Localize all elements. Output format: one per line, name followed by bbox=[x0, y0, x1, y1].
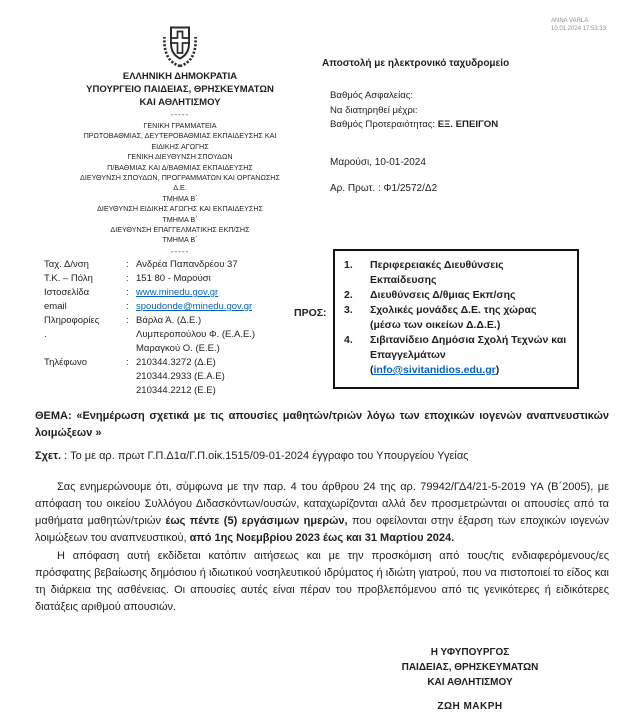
contact-row-email: email : spoudonde@minedu.gov.gr bbox=[44, 301, 253, 312]
contact-row-postal: Τ.Κ. – Πόλη : 151 80 - Μαρούσι bbox=[44, 273, 211, 284]
signer-title-line: ΚΑΙ ΑΘΛΗΤΙΣΜΟΥ bbox=[427, 677, 513, 688]
contact-row-website: Ιστοσελίδα : www.minedu.gov.gr bbox=[44, 287, 219, 298]
contact-row-info-cont: Μαραγκού Ο. (Ε.Ε.) bbox=[136, 343, 220, 354]
department-line: ΤΜΗΜΑ Β΄ bbox=[162, 235, 198, 245]
department-line: ΔΙΕΥΘΥΝΣΗ ΣΠΟΥΔΩΝ, ΠΡΟΓΡΑΜΜΑΤΩΝ ΚΑΙ ΟΡΓΑΝΩΣΗΣ bbox=[80, 173, 280, 183]
signature-stamp bbox=[551, 17, 606, 33]
department-line: ΔΙΕΥΘΥΝΣΗ ΕΠΑΓΓΕΛΜΑΤΙΚΗΣ ΕΚΠ/ΣΗΣ bbox=[110, 225, 250, 235]
subject-line bbox=[35, 408, 609, 442]
dispatch-block bbox=[322, 58, 612, 194]
protocol-number: Αρ. Πρωτ. : Φ1/2572/Δ2 bbox=[330, 182, 438, 194]
department-line: ΕΙΔΙΚΗΣ ΑΓΩΓΗΣ bbox=[151, 141, 209, 151]
subject-label: ΘΕΜΑ: bbox=[35, 410, 72, 422]
signer-title-line: ΠΑΙΔΕΙΑΣ, ΘΡΗΣΚΕΥΜΑΤΩΝ bbox=[401, 662, 539, 673]
recipient-item: 4. Σιβιτανίδειο Δημόσια Σχολή Τεχνών και Επαγγελμάτων (info@sivitanidios.edu.gr) bbox=[344, 334, 567, 376]
reference-line bbox=[35, 448, 609, 465]
to-label: ΠΡΟΣ: bbox=[294, 307, 327, 319]
sivitanidios-email-link[interactable]: info@sivitanidios.edu.gr bbox=[373, 364, 496, 376]
department-line: ΓΕΝΙΚΗ ΔΙΕΥΘΥΝΣΗ ΣΠΟΥΔΩΝ bbox=[127, 152, 233, 162]
security-grade-label: Βαθμός Ασφαλείας: bbox=[330, 90, 414, 101]
letter-body bbox=[35, 408, 609, 616]
signature-block bbox=[370, 645, 570, 712]
department-line: ΠΡΩΤΟΒΑΘΜΙΑΣ, ΔΕΥΤΕΡΟΒΑΘΜΙΑΣ ΕΚΠΑΙΔΕΥΣΗΣ ΚΑΙ bbox=[83, 131, 277, 141]
email-link[interactable]: spoudonde@minedu.gov.gr bbox=[136, 301, 253, 312]
retain-until-label: Να διατηρηθεί μέχρι: bbox=[330, 104, 418, 116]
paragraph-1: Σας ενημερώνουμε ότι, σύμφωνα με την παρ. 4 του άρθρου 24 της αρ. 79942/ΓΔ4/21-5-2019 ΥΑ (Β΄2005), με απόφαση του οικείου Συλλόγου Διδασκόντων/ουσών, καταχωρίζονται αλλά δεν προσμετρώνται οι απουσίες από τα μαθήματα μαθητών/τριών έως πέντε (5) εργάσιμων ημερών, που οφείλονται στην έξαρση των εποχικών ιογενών λοιμώξεων του αναπνευστικού, από 1ης Νοεμβρίου 2023 έως και 31 Μαρτίου 2024. bbox=[35, 481, 609, 544]
hellenic-republic-title: ΕΛΛΗΝΙΚΗ ΔΗΜΟΚΡΑΤΙΑ bbox=[122, 71, 238, 82]
contact-row-phone-cont: 210344.2212 (Ε.Ε) bbox=[136, 385, 216, 396]
letterhead bbox=[30, 24, 330, 258]
department-line: Δ.Ε. bbox=[173, 183, 187, 193]
signer-title-line: Η ΥΦΥΠΟΥΡΓΟΣ bbox=[430, 647, 510, 658]
priority-value: ΕΞ. ΕΠΕΙΓΟΝ bbox=[437, 119, 499, 130]
dispatch-method: Αποστολή με ηλεκτρονικό ταχυδρομείο bbox=[322, 58, 510, 69]
recipient-item: 3. Σχολικές μονάδες Δ.Ε. της χώρας (μέσω των οικείων Δ.Δ.Ε.) bbox=[344, 304, 537, 331]
paragraph-2: Η απόφαση αυτή εκδίδεται κατόπιν αιτήσεως και με την προσκόμιση από τους/τις ενδιαφερόμενους/ες πρόσφατης βεβαίωσης δημόσιου ή ιδιωτικού νοσηλευτικού ιδρύματος ή ιδιώτη γιατρού, που να πιστοποιεί το είδος και τη διάρκεια της ασθένειας. Οι απουσίες αυτές είναι πέραν του προβλεπόμενου από τις γενικότερες ή ειδικότερες διατάξεις αριθμού απουσιών. bbox=[35, 550, 609, 613]
recipient-item: 2. Διευθύνσεις Δ/θμιας Εκπ/σης bbox=[344, 289, 516, 301]
contact-row-address: Ταχ. Δ/νση : Ανδρέα Παπανδρέου 37 bbox=[44, 259, 238, 270]
contact-row-info-cont: . Λυμπεροπούλου Φ. (Ε.Α.Ε.) bbox=[44, 329, 256, 340]
department-line: ΤΜΗΜΑ Β΄ bbox=[162, 193, 198, 203]
contact-row-phone: Τηλέφωνο : 210344.3272 (Δ.Ε) bbox=[44, 357, 216, 368]
reference-text: : Το με αρ. πρωτ Γ.Π.Δ1α/Γ.Π.οίκ.1515/09-01-2024 έγγραφο του Υπουργείου Υγείας bbox=[61, 450, 469, 462]
contact-row-phone-cont: 210344.2933 (Ε.Α.Ε) bbox=[136, 371, 225, 382]
reference-label: Σχετ. bbox=[35, 450, 62, 462]
stamp-datetime: 10.01.2024 17:53:33 bbox=[551, 26, 607, 32]
recipient-item: 1. Περιφερειακές Διευθύνσεις Εκπαίδευσης bbox=[344, 259, 504, 286]
department-line: Π/ΒΑΘΜΙΑΣ ΚΑΙ Δ/ΒΑΘΜΙΑΣ ΕΚΠΑΙΔΕΥΣΗΣ bbox=[107, 162, 253, 172]
recipients-box bbox=[333, 249, 579, 389]
department-line: ΔΙΕΥΘΥΝΣΗ ΕΙΔΙΚΗΣ ΑΓΩΓΗΣ ΚΑΙ ΕΚΠΑΙΔΕΥΣΗΣ bbox=[97, 204, 263, 214]
ministry-title-line2: ΚΑΙ ΑΘΛΗΤΙΣΜΟΥ bbox=[139, 97, 221, 108]
place-and-date: Μαρούσι, 10-01-2024 bbox=[330, 156, 426, 168]
contact-row-info: Πληροφορίες : Βάρλα Ά. (Δ.Ε.) bbox=[44, 315, 202, 326]
greek-emblem-icon bbox=[30, 24, 330, 70]
divider: ----- bbox=[170, 246, 190, 256]
ministry-title-line1: ΥΠΟΥΡΓΕΙΟ ΠΑΙΔΕΙΑΣ, ΘΡΗΣΚΕΥΜΑΤΩΝ bbox=[86, 84, 274, 95]
divider: ----- bbox=[170, 110, 190, 119]
department-line: ΤΜΗΜΑ Β΄ bbox=[162, 214, 198, 224]
website-link[interactable]: www.minedu.gov.gr bbox=[136, 287, 219, 298]
stamp-signer-name: ANNA VARLA bbox=[551, 18, 589, 24]
signer-name: ΖΩΗ ΜΑΚΡΗ bbox=[437, 701, 503, 712]
priority-line: Βαθμός Προτεραιότητας: ΕΞ. ΕΠΕΙΓΟΝ bbox=[330, 119, 499, 130]
recipient-email-line: (info@sivitanidios.edu.gr) bbox=[370, 364, 500, 376]
department-line: ΓΕΝΙΚΗ ΓΡΑΜΜΑΤΕΙΑ bbox=[143, 121, 217, 130]
contact-block bbox=[44, 258, 324, 398]
subject-text: «Ενημέρωση σχετικά με τις απουσίες μαθητών/τριών λόγω των εποχικών ιογενών αναπνευστικών λοιμώξεων » bbox=[35, 410, 609, 439]
